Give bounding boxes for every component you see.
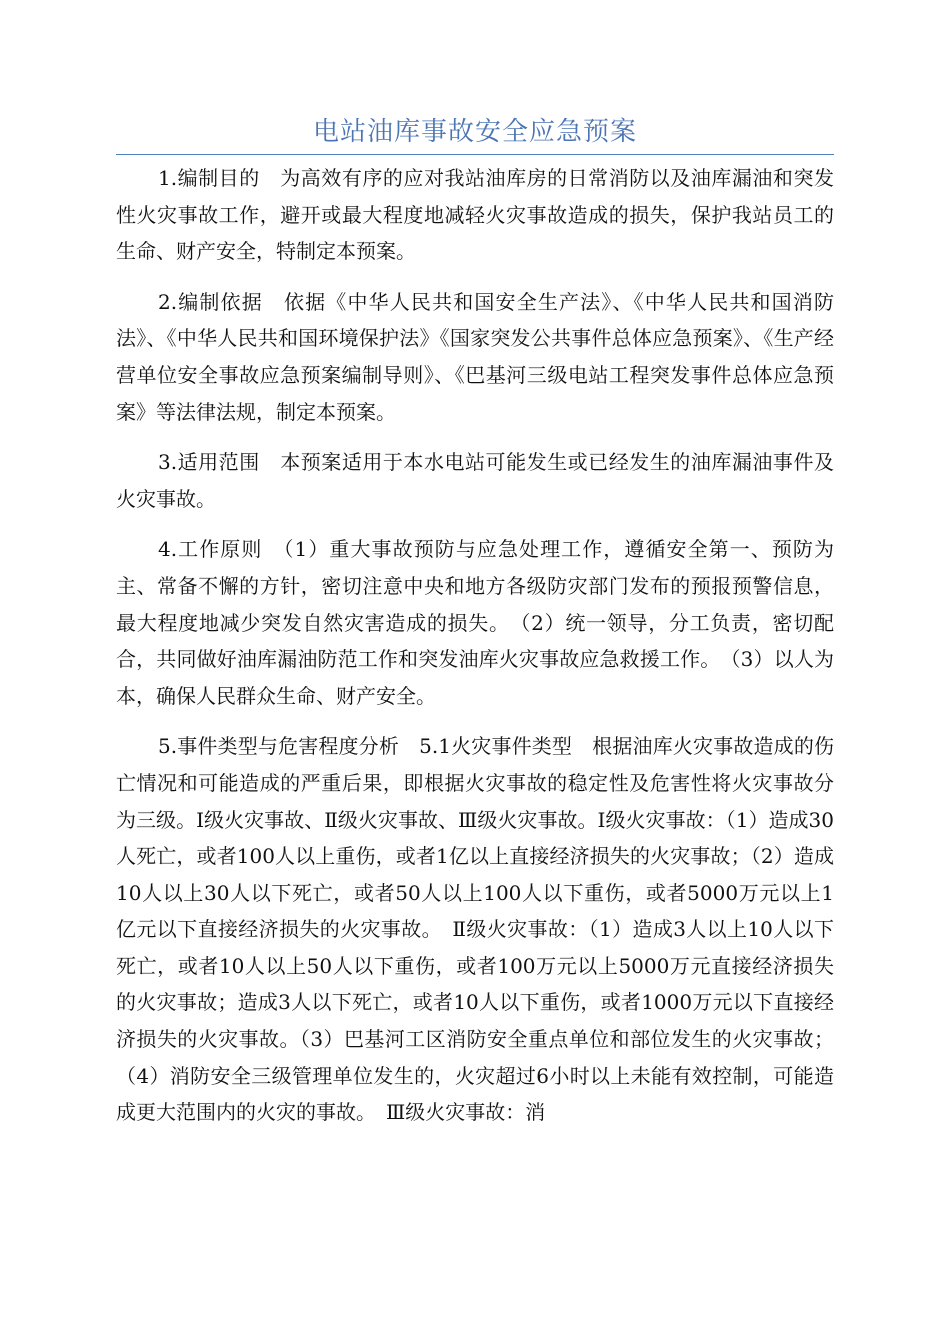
paragraph-basis: 2.编制依据 依据《中华人民共和国安全生产法》、《中华人民共和国消防法》、《中华人民共和国环境保护法》《国家突发公共事件总体应急预案》、《生产经营单位安全事故应急预案编制导则》、《巴基河三级电站工程突发事件总体应急预案》等法律法规，制定本预案。: [116, 289, 834, 424]
title-divider: [116, 154, 834, 155]
paragraph-principles: 4.工作原则 （1）重大事故预防与应急处理工作，遵循安全第一、预防为主、常备不懈的方针，密切注意中央和地方各级防灾部门发布的预报预警信息，最大程度地减少突发自然灾害造成的损失。 （2）统一领导，分工负责，密切配合，共同做好油库漏油防范工作和突发油库火灾事故应急救援工作。 （3）以人为本，确保人民群众生命、财产安全。: [116, 537, 834, 708]
paragraph-purpose: 1.编制目的 为高效有序的应对我站油库房的日常消防以及油库漏油和突发性火灾事故工作，避开或最大程度地减轻火灾事故造成的损失，保护我站员工的生命、财产安全，特制定本预案。: [116, 166, 834, 264]
paragraph-scope: 3.适用范围 本预案适用于本水电站可能发生或已经发生的油库漏油事件及火灾事故。: [116, 450, 834, 511]
document-body: [116, 160, 834, 1145]
document-title: 电站油库事故安全应急预案: [312, 117, 637, 147]
paragraph-event-types: 5.事件类型与危害程度分析 5.1火灾事件类型 根据油库火灾事故造成的伤亡情况和可能造成的严重后果，即根据火灾事故的稳定性及危害性将火灾事故分为三级。Ⅰ级火灾事故、Ⅱ级火灾事故、Ⅲ级火灾事故。Ⅰ级火灾事故：（1）造成30人死亡，或者100人以上重伤，或者1亿以上直接经济损失的火灾事故；（2）造成10人以上30人以下死亡，或者50人以上100人以下重伤，或者5000万元以上1亿元以下直接经济损失的火灾事故。 Ⅱ级火灾事故：（1）造成3人以上10人以下死亡，或者10人以上50人以下重伤，或者100万元以上5000万元直接经济损失的火灾事故；造成3人以下死亡，或者10人以下重伤，或者1000万元以下直接经济损失的火灾事故。（3）巴基河工区消防安全重点单位和部位发生的火灾事故；（4）消防安全三级管理单位发生的，火灾超过6小时以上未能有效控制，可能造成更大范围内的火灾的事故。 Ⅲ级火灾事故：消: [116, 734, 834, 1125]
